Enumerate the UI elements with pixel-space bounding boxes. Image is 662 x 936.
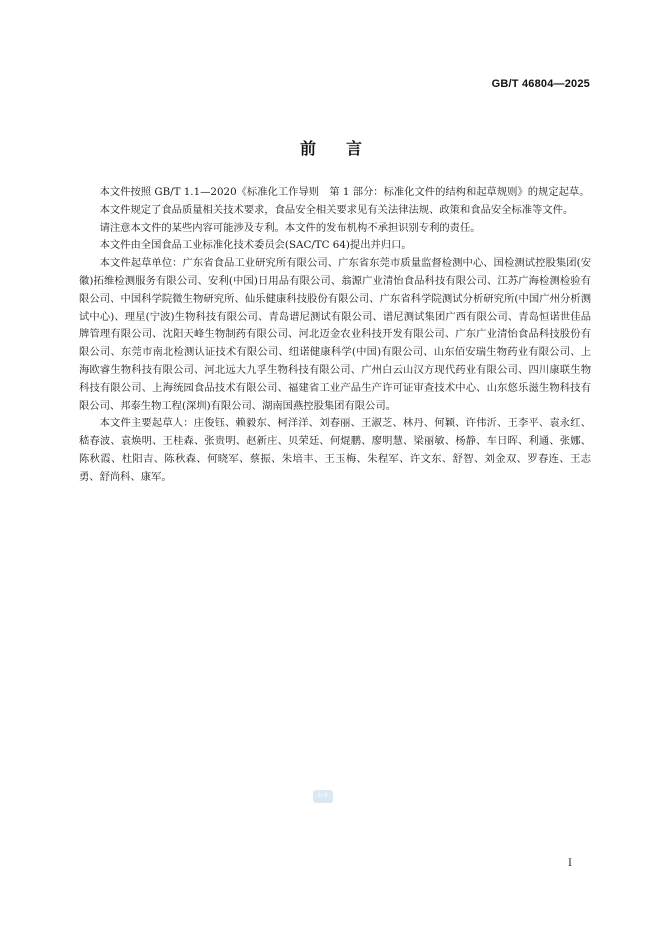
page-number: I xyxy=(568,858,572,869)
paragraph-patent-notice: 请注意本文件的某些内容可能涉及专利。本文件的发布机构不承担识别专利的责任。 xyxy=(99,221,481,234)
page-title: 前言 xyxy=(299,139,392,158)
watermark-text: 标准 xyxy=(317,793,328,799)
body-text xyxy=(79,184,591,487)
paragraph-drafting-units: 本文件起草单位：广东省食品工业研究所有限公司、广东省东莞市质量监督检测中心、国检测试控股集团(安徽)拓维检测服务有限公司、安利(中国)日用品有限公司、翁源广业清怡食品科技有限公司、江苏广海检测检验有限公司、中国科学院微生物研究所、仙乐健康科技股份有限公司、广东省科学院测试分析研究所(中国广州分析测试中心)、理星(宁波)生物科技有限公司、青岛谱尼测试有限公司、谱尼测试集团广西有限公司、青岛恒诺世佳品牌管理有限公司、沈阳天峰生物制药有限公司、河北迈金农业科技开发有限公司、广东广业清怡食品科技股份有限公司、东莞市南北检测认证技术有限公司、纽诺健康科学(中国)有限公司、山东佰安瑞生物药业有限公司、上海欧睿生物科技有限公司、河北远大九孚生物科技有限公司、广州白云山汉方现代药业有限公司、四川康联生物科技有限公司、上海统园食品技术有限公司、福建省工业产品生产许可证审查技术中心、山东悠乐滋生物科技有限公司、邦泰生物工程(深圳)有限公司、湖南国燕控股集团有限公司。 xyxy=(79,257,591,412)
paragraph-scope-note: 本文件规定了食品质量相关技术要求，食品安全相关要求见有关法律法规、政策和食品安全标准等文件。 xyxy=(99,203,574,216)
paragraph-drafting-rules: 本文件按照 GB/T 1.1—2020《标准化工作导则 第 1 部分：标准化文件的结构和起草规则》的规定起草。 xyxy=(99,186,590,198)
paragraph-drafters: 本文件主要起草人：庄俊钰、赖毅东、柯洋洋、刘春丽、王淑芝、林丹、何颖、许伟沂、王李平、袁永红、嵇春波、袁焕明、王桂森、张贵明、赵新庄、贝荣廷、何焜鹏、廖明慧、梁丽敏、杨静、车日晖、利通、张娜、陈秋霞、杜阳吉、陈秋森、何晓军、蔡振、朱培丰、王玉梅、朱程军、许文东、舒智、刘金双、罗春连、王志勇、舒尚科、康军。 xyxy=(79,417,591,483)
paragraph-committee: 本文件由全国食品工业标准化技术委员会(SAC/TC 64)提出并归口。 xyxy=(99,239,412,252)
watermark-logo xyxy=(313,790,333,803)
standard-code: GB/T 46804—2025 xyxy=(491,78,590,90)
